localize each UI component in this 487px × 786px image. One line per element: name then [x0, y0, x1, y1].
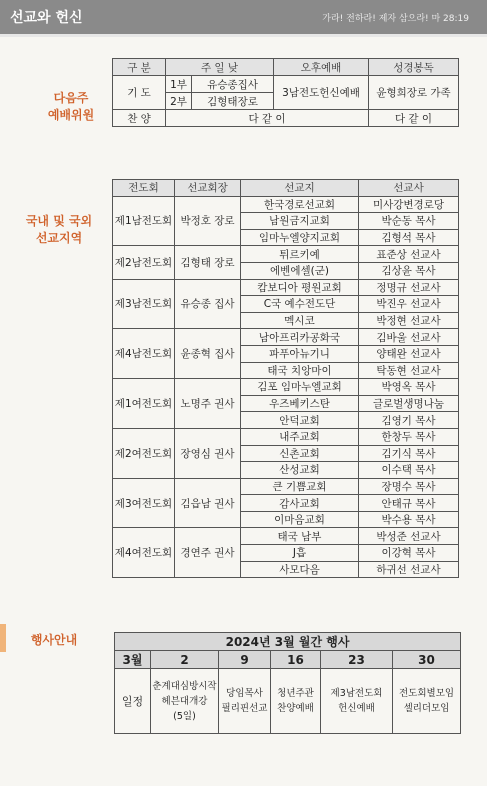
events-label: 행사안내	[30, 633, 78, 647]
mission-leader: 윤종혁 집사	[175, 329, 241, 379]
mission-label-line1: 국내 및 국외	[25, 214, 93, 228]
header-sunday: 주 일 낮	[166, 59, 274, 76]
mission-label-line2: 선교지역	[35, 231, 83, 245]
mission-field: 김포 임마누엘교회	[241, 379, 359, 396]
mission-group: 제4남전도회	[113, 329, 175, 379]
events-row-label: 일정	[115, 669, 151, 734]
mission-label	[4, 213, 114, 247]
mission-field: 감사교회	[241, 495, 359, 512]
mission-field: 한국경로선교회	[241, 196, 359, 213]
missionary-name: 김기식 목사	[359, 445, 459, 462]
event-cell	[271, 669, 321, 734]
event-line: 청년주관	[277, 688, 314, 699]
missionary-name: 김형석 목사	[359, 229, 459, 246]
event-line: 헌신예배	[338, 703, 375, 714]
missionary-name: 김상윤 목사	[359, 262, 459, 279]
event-date: 2	[151, 651, 219, 669]
part2-name: 김형태장로	[192, 93, 274, 110]
mission-field: 내주교회	[241, 428, 359, 445]
afternoon-value: 3남전도헌신예배	[274, 76, 369, 110]
mission-group: 제4여전도회	[113, 528, 175, 578]
missionary-name: 박성준 선교사	[359, 528, 459, 545]
prayer-label: 기 도	[113, 76, 166, 110]
event-line: 당임목사	[226, 688, 263, 699]
table-row	[113, 110, 459, 127]
missionary-name: 정명규 선교사	[359, 279, 459, 296]
event-date: 9	[219, 651, 271, 669]
mission-field: 안덕교회	[241, 412, 359, 429]
worship-label-line2: 예배위원	[47, 108, 95, 122]
header-leader: 선교회장	[175, 180, 241, 197]
header-verse: 가라! 전하라! 제자 삼으라! 마 28:19	[322, 14, 469, 24]
mission-leader: 김읍남 권사	[175, 478, 241, 528]
praise-reading-value: 다 같 이	[369, 110, 459, 127]
praise-label: 찬 양	[113, 110, 166, 127]
missionary-name: 한창두 목사	[359, 428, 459, 445]
part1-name: 유승종집사	[192, 76, 274, 93]
missionary-name: 표준상 선교사	[359, 246, 459, 263]
mission-field: 태국 남부	[241, 528, 359, 545]
table-row	[113, 428, 459, 445]
events-month: 3월	[115, 651, 151, 669]
table-header-row	[113, 59, 459, 76]
table-row	[113, 196, 459, 213]
event-date: 16	[271, 651, 321, 669]
events-tab-marker	[0, 624, 6, 652]
worship-label-line1: 다음주	[53, 91, 89, 105]
mission-field: 캄보디아 평원교회	[241, 279, 359, 296]
mission-leader: 유승종 집사	[175, 279, 241, 329]
missionary-name: 김바울 선교사	[359, 329, 459, 346]
missionary-name: 박진우 선교사	[359, 296, 459, 313]
event-date: 23	[321, 651, 393, 669]
mission-field: 이마음교회	[241, 511, 359, 528]
missionary-name: 이수택 목사	[359, 462, 459, 479]
header-category: 구 분	[113, 59, 166, 76]
mission-field: 남원금지교회	[241, 213, 359, 230]
missionary-name: 장명수 목사	[359, 478, 459, 495]
missionary-name: 양태완 선교사	[359, 345, 459, 362]
header-group: 전도회	[113, 180, 175, 197]
mission-leader: 장영심 권사	[175, 428, 241, 478]
event-line: 셀리더모임	[403, 703, 450, 714]
mission-field: 튀르키예	[241, 246, 359, 263]
mission-field: 남아프리카공화국	[241, 329, 359, 346]
mission-group: 제3남전도회	[113, 279, 175, 329]
table-header-row	[115, 633, 461, 651]
event-line: 헤븐대개강	[161, 695, 208, 707]
praise-day-value: 다 같 이	[166, 110, 369, 127]
mission-field: 신촌교회	[241, 445, 359, 462]
section-title: 선교와 헌신	[10, 10, 83, 26]
mission-group: 제2남전도회	[113, 246, 175, 279]
event-line: 전도회별모임	[399, 688, 455, 699]
missionary-name: 글로벌생명나눔	[359, 395, 459, 412]
mission-field: C국 예수전도단	[241, 296, 359, 313]
mission-group: 제2여전도회	[113, 428, 175, 478]
event-date: 30	[393, 651, 461, 669]
table-row	[113, 528, 459, 545]
mission-leader: 경연주 권사	[175, 528, 241, 578]
header-missionary: 선교사	[359, 180, 459, 197]
mission-group: 제1남전도회	[113, 196, 175, 246]
reading-value: 윤형희장로 가족	[369, 76, 459, 110]
missionary-name: 안태규 목사	[359, 495, 459, 512]
event-cell	[321, 669, 393, 734]
table-row	[113, 246, 459, 263]
table-header-row	[113, 180, 459, 197]
event-line: 춘계대심방시작	[152, 680, 217, 692]
mission-field: 에벤에셀(군)	[241, 262, 359, 279]
table-row	[115, 669, 461, 734]
missionary-name: 박순동 목사	[359, 213, 459, 230]
table-header-row	[115, 651, 461, 669]
table-row	[113, 279, 459, 296]
events-caption: 2024년 3월 월간 행사	[115, 633, 461, 651]
missionary-name: 김영기 목사	[359, 412, 459, 429]
table-row	[113, 379, 459, 396]
mission-group: 제1여전도회	[113, 379, 175, 429]
event-cell	[151, 669, 219, 734]
event-line: 찬양예배	[277, 703, 314, 714]
mission-leader: 박정호 장로	[175, 196, 241, 246]
mission-group: 제3여전도회	[113, 478, 175, 528]
mission-leader: 노명주 권사	[175, 379, 241, 429]
missionary-name: 미사강변경로당	[359, 196, 459, 213]
mission-table	[112, 179, 459, 578]
events-table	[114, 632, 461, 734]
mission-field: 태국 치앙마이	[241, 362, 359, 379]
missionary-name: 박정현 선교사	[359, 312, 459, 329]
mission-field: 산성교회	[241, 462, 359, 479]
mission-leader: 김형태 장로	[175, 246, 241, 279]
missionary-name: 이강혁 목사	[359, 545, 459, 562]
part1-label: 1부	[166, 76, 192, 93]
event-line: 필리핀선교	[221, 703, 268, 714]
mission-field: 파푸아뉴기니	[241, 345, 359, 362]
mission-field: J흡	[241, 545, 359, 562]
event-cell	[393, 669, 461, 734]
header-reading: 성경봉독	[369, 59, 459, 76]
missionary-name: 탁동현 선교사	[359, 362, 459, 379]
event-cell	[219, 669, 271, 734]
missionary-name: 하귀선 선교사	[359, 561, 459, 578]
missionary-name: 박영옥 목사	[359, 379, 459, 396]
mission-field: 우즈베키스탄	[241, 395, 359, 412]
header-afternoon: 오후예배	[274, 59, 369, 76]
part2-label: 2부	[166, 93, 192, 110]
table-row	[113, 329, 459, 346]
event-line: 제3남전도회	[330, 688, 383, 699]
section-header	[0, 0, 487, 37]
mission-field: 큰 기쁨교회	[241, 478, 359, 495]
table-row	[113, 478, 459, 495]
worship-committee-table	[112, 58, 459, 127]
header-field: 선교지	[241, 180, 359, 197]
mission-field: 멕시코	[241, 312, 359, 329]
mission-field: 임마누엘양지교회	[241, 229, 359, 246]
mission-table-body	[113, 196, 459, 578]
missionary-name: 박수용 목사	[359, 511, 459, 528]
worship-committee-label	[16, 90, 126, 124]
event-line: (5일)	[173, 710, 196, 722]
table-row	[113, 76, 459, 93]
mission-field: 사모다음	[241, 561, 359, 578]
